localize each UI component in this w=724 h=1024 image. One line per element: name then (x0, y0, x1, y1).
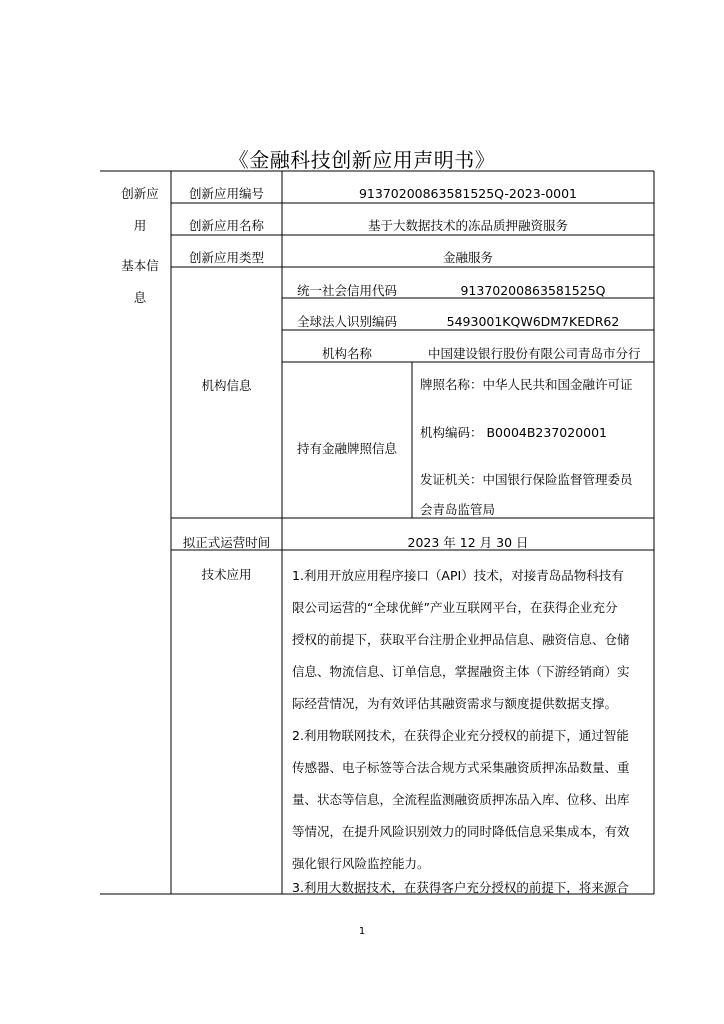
text-line: 3.利用大数据技术，在获得客户充分授权的前提下，将来源合 (292, 880, 629, 895)
group-label-line: 创新应 (121, 186, 159, 201)
row-value-lei: 5493001KQW6DM7KEDR62 (446, 314, 620, 329)
org-info-label: 机构信息 (201, 378, 252, 393)
row-label-org-name: 机构名称 (321, 346, 372, 361)
group-label-line: 用 (133, 218, 147, 233)
text-line: 授权的前提下，获取平台注册企业押品信息、融资信息、仓储 (292, 632, 630, 647)
text-line: 2.利用物联网技术，在获得企业充分授权的前提下，通过智能 (292, 728, 629, 743)
group-label-line: 息 (133, 290, 147, 305)
row-value-app-type: 金融服务 (442, 250, 493, 265)
row-value-app-name: 基于大数据技术的冻品质押融资服务 (367, 218, 568, 233)
tech-application-label: 技术应用 (201, 567, 252, 582)
group-label-line: 基本信 (121, 258, 159, 273)
row-value-app-id: 91370200863581525Q-2023-0001 (358, 186, 578, 201)
license-issuer-cont: 会青岛监管局 (420, 502, 496, 517)
text-line: 传感器、电子标签等合法合规方式采集融资质押冻品数量、重 (292, 760, 630, 775)
license-name: 牌照名称：中华人民共和国金融许可证 (420, 377, 633, 392)
license-label: 持有金融牌照信息 (296, 441, 397, 456)
page-number: 1 (358, 926, 366, 937)
row-value-org-name: 中国建设银行股份有限公司青岛市分行 (428, 346, 641, 361)
text-line: 限公司运营的“全球优鲜”产业互联网平台，在获得企业充分 (292, 600, 618, 615)
license-org-code: 机构编码： B0004B237020001 (420, 425, 608, 440)
row-value-credit-code: 91370200863581525Q (460, 283, 606, 298)
text-line: 信息、物流信息、订单信息，掌握融资主体（下游经销商）实 (292, 664, 630, 679)
row-label-app-id: 创新应用编号 (188, 186, 264, 201)
row-label-lei: 全球法人识别编码 (296, 314, 397, 329)
row-label-app-name: 创新应用名称 (188, 218, 264, 233)
text-line: 等情况，在提升风险识别效力的同时降低信息采集成本，有效 (292, 824, 630, 839)
launch-time-label: 拟正式运营时间 (182, 535, 271, 550)
launch-time-value: 2023 年 12 月 30 日 (407, 535, 529, 550)
license-issuer: 发证机关：中国银行保险监督管理委员 (420, 472, 633, 487)
document-title: 《金融科技创新应用声明书》 (228, 148, 496, 172)
text-line: 际经营情况，为有效评估其融资需求与额度提供数据支撑。 (292, 696, 618, 711)
row-label-app-type: 创新应用类型 (188, 250, 264, 265)
text-line: 量、状态等信息，全流程监测融资质押冻品入库、位移、出库 (292, 792, 630, 807)
text-line: 1.利用开放应用程序接口（API）技术，对接青岛品物科技有 (292, 568, 624, 583)
text-line: 强化银行风险监控能力。 (292, 856, 430, 871)
row-label-credit-code: 统一社会信用代码 (296, 283, 397, 298)
